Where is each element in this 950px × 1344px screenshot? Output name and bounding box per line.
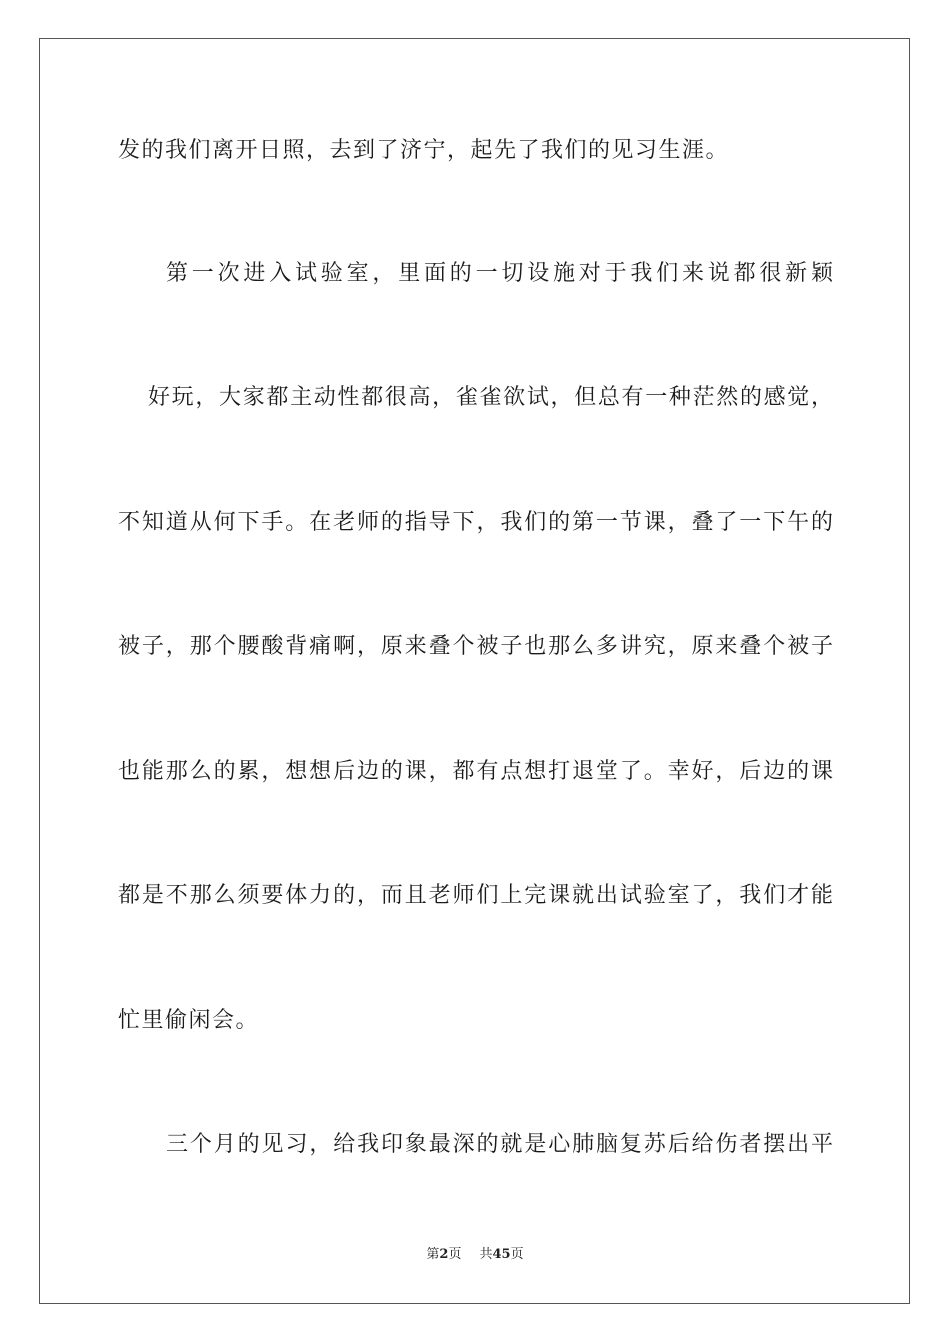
text-line-3: 好玩，大家都主动性都很高，雀雀欲试，但总有一种茫然的感觉，: [148, 385, 833, 410]
text-line-9: 三个月的见习，给我印象最深的就是心肺脑复苏后给伤者摆出平: [166, 1132, 833, 1157]
footer-page-suffix: 页: [448, 1247, 462, 1262]
text-line-7: 都是不那么须要体力的，而且老师们上完课就出试验室了，我们才能: [118, 883, 833, 908]
text-line-6: 也能那么的累，想想后边的课，都有点想打退堂了。幸好，后边的课: [118, 759, 833, 784]
text-line-8: 忙里偷闲会。: [118, 1008, 260, 1033]
footer-page-prefix: 第: [426, 1247, 440, 1262]
page-footer: [0, 1246, 950, 1264]
text-line-1: 发的我们离开日照，去到了济宁，起先了我们的见习生涯。: [118, 138, 730, 163]
page-border: [39, 38, 910, 1304]
text-line-5: 被子，那个腰酸背痛啊，原来叠个被子也那么多讲究，原来叠个被子: [118, 634, 833, 659]
text-line-4: 不知道从何下手。在老师的指导下，我们的第一节课，叠了一下午的: [118, 510, 833, 535]
text-line-2: 第一次进入试验室，里面的一切设施对于我们来说都很新颖: [166, 261, 833, 286]
footer-page-number: 2: [439, 1247, 449, 1262]
footer-total-suffix: 页: [510, 1247, 524, 1262]
footer-total-pages: 45: [492, 1247, 511, 1262]
footer-total-prefix: 共: [479, 1247, 493, 1262]
